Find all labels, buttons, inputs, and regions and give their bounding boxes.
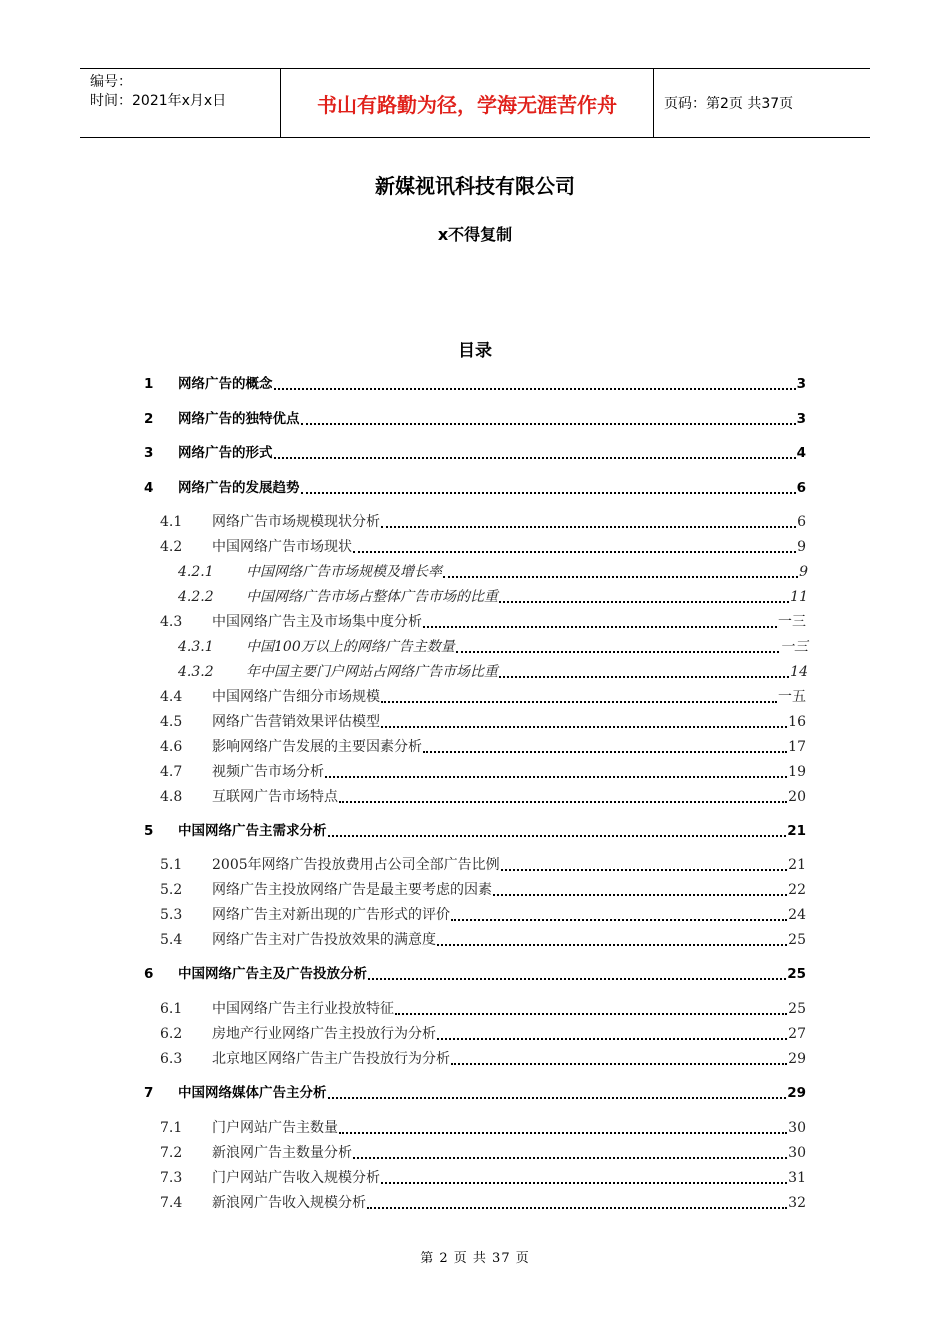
toc-dot-leader <box>328 825 787 837</box>
toc-entry-number: 2 <box>144 411 154 427</box>
toc-dot-leader <box>451 909 787 921</box>
toc-dot-leader <box>381 516 796 528</box>
toc-entry-number: 5.4 <box>160 932 183 948</box>
toc-entry[interactable] <box>160 509 806 531</box>
company-name: 新媒视讯科技有限公司 <box>375 174 575 198</box>
toc-entry[interactable] <box>144 961 806 983</box>
toc-entry-title: 中国网络广告主及市场集中度分析 <box>212 614 422 630</box>
toc-entry[interactable] <box>144 440 806 462</box>
toc-entry-title: 网络广告主对新出现的广告形式的评价 <box>212 907 450 923</box>
toc-entry-title: 视频广告市场分析 <box>212 764 324 780</box>
toc-entry-number: 5 <box>144 823 154 839</box>
toc-entry-number: 5.3 <box>160 907 183 923</box>
toc-entry[interactable] <box>160 784 806 806</box>
toc-entry[interactable] <box>160 1046 806 1068</box>
toc-entry-page: 30 <box>788 1145 806 1161</box>
toc-dot-leader <box>274 378 796 390</box>
toc-dot-leader <box>423 616 777 628</box>
toc-entry[interactable] <box>178 659 808 681</box>
toc-entry[interactable] <box>178 584 808 606</box>
toc-entry-number: 4.4 <box>160 689 183 705</box>
toc-dot-leader <box>325 766 787 778</box>
toc-entry-title: 中国网络广告市场现状 <box>212 539 352 555</box>
toc-entry-number: 6 <box>144 966 154 982</box>
toc-dot-leader <box>368 968 786 980</box>
toc-dot-leader <box>339 1122 787 1134</box>
toc-entry-number: 4 <box>144 480 154 496</box>
toc-entry-title: 2005年网络广告投放费用占公司全部广告比例 <box>212 857 500 873</box>
toc-dot-leader <box>301 413 796 425</box>
toc-entry-number: 4.3.2 <box>178 664 214 680</box>
toc-entry-title: 网络广告的形式 <box>178 445 273 461</box>
toc-entry[interactable] <box>178 559 808 581</box>
toc-dot-leader <box>499 591 789 603</box>
toc-entry-title: 中国网络广告主及广告投放分析 <box>178 966 367 982</box>
toc-dot-leader <box>437 1028 787 1040</box>
toc-entry-page: 25 <box>788 932 806 948</box>
toc-entry-number: 4.3.1 <box>178 639 214 655</box>
time-label: 时间：2021年x月x日 <box>90 93 227 109</box>
toc-dot-leader <box>381 1172 787 1184</box>
toc-entry[interactable] <box>160 1190 806 1212</box>
toc-entry-title: 网络广告营销效果评估模型 <box>212 714 380 730</box>
toc-entry-number: 7.4 <box>160 1195 183 1211</box>
toc-entry-page: 一五 <box>778 689 806 705</box>
toc-entry-title: 网络广告主对广告投放效果的满意度 <box>212 932 436 948</box>
toc-entry-title: 网络广告的独特优点 <box>178 411 300 427</box>
toc-entry-page: 17 <box>788 739 806 755</box>
toc-entry-number: 7 <box>144 1085 154 1101</box>
toc-entry-number: 4.1 <box>160 514 183 530</box>
toc-entry[interactable] <box>160 996 806 1018</box>
toc-entry-title: 中国网络广告细分市场规模 <box>212 689 380 705</box>
toc-entry-number: 4.7 <box>160 764 183 780</box>
toc-entry-page: 11 <box>790 589 808 605</box>
toc-entry-number: 7.3 <box>160 1170 183 1186</box>
toc-dot-leader <box>501 859 788 871</box>
toc-entry-number: 6.2 <box>160 1026 183 1042</box>
toc-dot-leader <box>381 716 787 728</box>
toc-entry-number: 7.1 <box>160 1120 183 1136</box>
toc-entry-number: 6.1 <box>160 1001 183 1017</box>
toc-entry-title: 中国网络广告市场规模及增长率 <box>246 564 442 580</box>
toc-entry[interactable] <box>160 927 806 949</box>
toc-entry[interactable] <box>160 1115 806 1137</box>
toc-entry[interactable] <box>160 609 806 631</box>
toc-dot-leader <box>456 641 779 653</box>
toc-entry-page: 22 <box>788 882 806 898</box>
toc-entry-page: 24 <box>788 907 806 923</box>
toc-entry-page: 31 <box>788 1170 806 1186</box>
toc-entry-page: 16 <box>788 714 806 730</box>
toc-entry-number: 3 <box>144 445 154 461</box>
toc-entry-title: 门户网站广告主数量 <box>212 1120 338 1136</box>
toc-dot-leader <box>353 1147 787 1159</box>
toc-entry-page: 32 <box>788 1195 806 1211</box>
toc-entry-number: 4.2 <box>160 539 183 555</box>
toc-entry-title: 年中国主要门户网站占网络广告市场比重 <box>246 664 498 680</box>
toc-dot-leader <box>451 1053 787 1065</box>
toc-dot-leader <box>499 666 789 678</box>
toc-dot-leader <box>381 691 777 703</box>
toc-entry-number: 4.5 <box>160 714 183 730</box>
toc-entry-number: 1 <box>144 376 154 392</box>
toc-entry-title: 北京地区网络广告主广告投放行为分析 <box>212 1051 450 1067</box>
toc-entry-number: 5.2 <box>160 882 183 898</box>
toc-entry[interactable] <box>144 371 806 393</box>
toc-entry[interactable] <box>160 902 806 924</box>
toc-entry-title: 房地产行业网络广告主投放行为分析 <box>212 1026 436 1042</box>
toc-entry-page: 6 <box>797 514 806 530</box>
page-info: 页码：第2页 共37页 <box>664 96 794 112</box>
toc-entry-title: 新浪网广告主数量分析 <box>212 1145 352 1161</box>
toc-entry-title: 新浪网广告收入规模分析 <box>212 1195 366 1211</box>
toc-entry-title: 门户网站广告收入规模分析 <box>212 1170 380 1186</box>
toc-entry-number: 5.1 <box>160 857 183 873</box>
toc-entry-page: 21 <box>787 823 806 839</box>
toc-entry-number: 7.2 <box>160 1145 183 1161</box>
toc-entry[interactable] <box>144 818 806 840</box>
toc-entry-number: 4.3 <box>160 614 183 630</box>
toc-dot-leader <box>423 741 787 753</box>
toc-entry[interactable] <box>160 734 806 756</box>
toc-entry-page: 25 <box>788 1001 806 1017</box>
toc-entry-page: 19 <box>788 764 806 780</box>
toc-entry[interactable] <box>160 1140 806 1162</box>
toc-entry-page: 3 <box>796 411 806 427</box>
toc-entry[interactable] <box>178 634 808 656</box>
toc-entry-page: 9 <box>799 564 808 580</box>
toc-entry[interactable] <box>160 709 806 731</box>
toc-entry-page: 27 <box>788 1026 806 1042</box>
toc-entry-title: 中国100万以上的网络广告主数量 <box>246 639 455 655</box>
page-footer: 第 2 页 共 37 页 <box>420 1251 530 1266</box>
toc-entry-number: 4.2.1 <box>178 564 214 580</box>
number-label: 编号： <box>90 74 132 90</box>
toc-entry[interactable] <box>144 1080 806 1102</box>
toc-dot-leader <box>493 884 787 896</box>
toc-entry-page: 30 <box>788 1120 806 1136</box>
toc-entry[interactable] <box>144 406 806 428</box>
toc-entry-number: 6.3 <box>160 1051 183 1067</box>
toc-entry[interactable] <box>160 684 806 706</box>
toc-entry[interactable] <box>160 1021 806 1043</box>
toc-entry[interactable] <box>160 534 806 556</box>
toc-entry-page: 21 <box>788 857 806 873</box>
toc-dot-leader <box>274 447 796 459</box>
toc-entry-title: 网络广告的概念 <box>178 376 273 392</box>
toc-entry[interactable] <box>160 1165 806 1187</box>
toc-entry-title: 中国网络媒体广告主分析 <box>178 1085 327 1101</box>
toc-entry[interactable] <box>160 852 806 874</box>
toc-entry-page: 14 <box>790 664 808 680</box>
toc-entry-page: 29 <box>787 1085 806 1101</box>
toc-entry-title: 网络广告主投放网络广告是最主要考虑的因素 <box>212 882 492 898</box>
toc-entry-number: 4.8 <box>160 789 183 805</box>
toc-dot-leader <box>301 482 796 494</box>
toc-dot-leader <box>353 541 796 553</box>
toc-dot-leader <box>443 566 798 578</box>
toc-entry-title: 影响网络广告发展的主要因素分析 <box>212 739 422 755</box>
toc-entry-page: 3 <box>796 376 806 392</box>
toc-dot-leader <box>367 1197 787 1209</box>
motto: 书山有路勤为径，学海无涯苦作舟 <box>281 69 654 137</box>
copy-notice: x不得复制 <box>437 225 513 244</box>
toc-entry-page: 一三 <box>778 614 806 630</box>
toc-entry-title: 中国网络广告主行业投放特征 <box>212 1001 394 1017</box>
toc-dot-leader <box>339 791 787 803</box>
toc-entry-page: 25 <box>787 966 806 982</box>
toc-title: 目录 <box>458 341 492 361</box>
toc-entry[interactable] <box>144 475 806 497</box>
toc-entry-page: 6 <box>796 480 806 496</box>
toc-entry-title: 网络广告市场规模现状分析 <box>212 514 380 530</box>
toc-entry-title: 网络广告的发展趋势 <box>178 480 300 496</box>
toc-entry-page: 29 <box>788 1051 806 1067</box>
toc-entry-title: 互联网广告市场特点 <box>212 789 338 805</box>
toc-entry-title: 中国网络广告市场占整体广告市场的比重 <box>246 589 498 605</box>
toc-entry-page: 4 <box>796 445 806 461</box>
toc-entry-number: 4.6 <box>160 739 183 755</box>
toc-dot-leader <box>328 1087 787 1099</box>
toc-entry[interactable] <box>160 759 806 781</box>
toc-entry-number: 4.2.2 <box>178 589 214 605</box>
toc-entry-title: 中国网络广告主需求分析 <box>178 823 327 839</box>
toc-dot-leader <box>395 1003 787 1015</box>
toc-entry-page: 20 <box>788 789 806 805</box>
toc-dot-leader <box>437 934 787 946</box>
toc-entry-page: 一三 <box>780 639 808 655</box>
toc-entry-page: 9 <box>797 539 806 555</box>
toc-entry[interactable] <box>160 877 806 899</box>
